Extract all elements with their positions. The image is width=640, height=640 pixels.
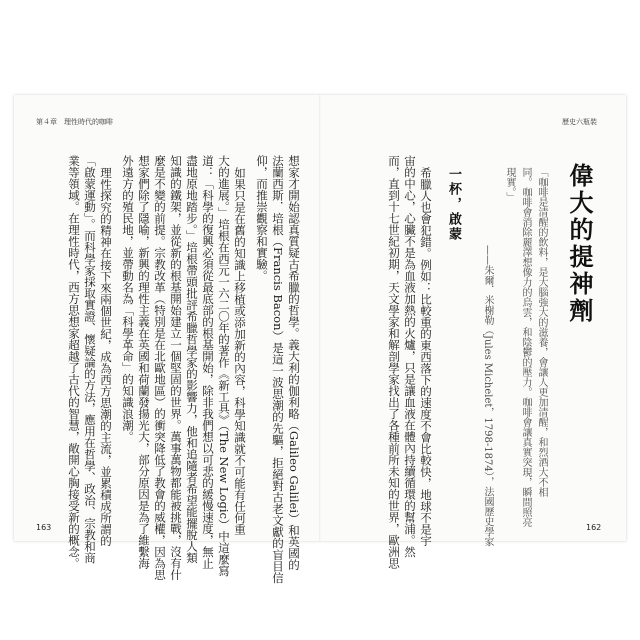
left-text-line: 想家們除了隱喻，新興的理性主義在英國和荷蘭發揚光大，部分原因是為了維繫海	[137, 155, 151, 569]
left-text-line: 理性探究的精神在接下來兩個世紀，成為西方思潮的主流，並累積成所謂的	[99, 167, 113, 547]
left-text-line: 「啟蒙運動」。而科學家採取實證、懷疑論的方法，應用在哲學、政治、宗教和商	[83, 155, 97, 564]
epigraph-line: 同。咖啡會消除麗澤想像力的烏雲，和陰鬱的壓力。咖啡會讓真實突現，瞬間照亮	[520, 167, 531, 527]
left-text-line: 業等領域。在理性時代，西方思想家超越了古代的智慧，敞開心胸接受新的概念。	[67, 155, 81, 569]
left-text-line: 大的進展。」培根在西元一六二〇年的著作《新工具》（The New Logic）中這麼寫	[217, 155, 231, 577]
book-gutter	[319, 95, 321, 541]
left-text-line: 盡地原地踏步。」培根帶頭批評希臘哲學家的影響力，他和追隨者希望能擺脫人類	[185, 155, 199, 564]
left-running-head: 第４章 理性時代的咖啡	[36, 118, 113, 126]
left-text-line: 想家才開始認真質疑古希臘的哲學。義大利的伽利略（Galileo Galilei）和英國的	[287, 155, 301, 571]
chapter-title: 偉大的提神劑	[565, 163, 594, 325]
epigraph-line: 現實。」	[504, 167, 515, 202]
section-heading: 一杯，啟蒙	[446, 167, 461, 242]
left-text-line: 知識的鐵架，並從新的根基開始建立一個堅固的世界。萬事萬物都能被挑戰，沒有什	[169, 155, 183, 581]
right-page-number: 162	[586, 523, 602, 532]
right-running-head: 歷史六瓶裝	[562, 118, 597, 126]
left-text-line: 道：「科學的復興必須從最底部的根基開始，除非我們想以可悲的緩慢速度，無止	[201, 155, 215, 569]
left-text-line: 外遠方的殖民地，並帶動名為「科學革命」的知識浪潮。	[121, 155, 135, 443]
epigraph-attribution: ——朱爾．米榭勒（Jules Michelet，1798-1874），法國歷史學家	[482, 245, 493, 547]
right-text-line: 而，直到十七世紀初期，天文學家和解剖學家找出了各種前所未知的世界，歐洲思	[387, 155, 401, 569]
left-text-line: 法蘭西斯．培根（Francis Bacon）是這一波思潮的先驅，拒絕對古老文獻的盲目信	[271, 155, 285, 584]
right-text-line: 宙的中心，心臟不是為血液加熱的火爐，只是讓血液在體內持續循環的幫浦。然	[403, 155, 417, 558]
left-page-number: 163	[36, 523, 52, 532]
left-text-line: 如果只是在舊的知識上移植或添加新的內容，科學知識就不可能有任何重	[233, 167, 247, 535]
left-text-line: 麼是不變的前提。宗教改革（特別是在北歐地區）的衝突降低了教會的威權，因為思	[153, 155, 167, 581]
epigraph-line: 「咖啡是清醒的飲料，是大腦強大的滋養，會讓人更加清醒，和烈酒大不相	[536, 167, 547, 497]
right-text-line: 希臘人也會犯錯。例如：比較重的東西落下的速度不會比較快，地球不是宇	[419, 167, 433, 547]
book-spread	[14, 95, 626, 584]
left-text-line: 仰，而推崇觀察和實驗。	[255, 155, 269, 282]
